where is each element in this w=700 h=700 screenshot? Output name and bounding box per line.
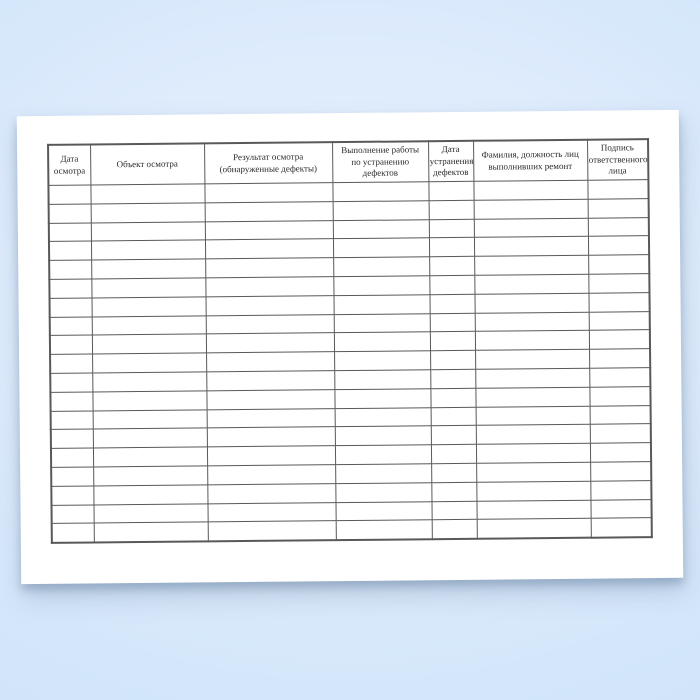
empty-cell xyxy=(52,505,94,524)
empty-cell xyxy=(205,258,333,278)
column-header-repair-work: Выполнение работы по устранению дефектов xyxy=(332,141,428,182)
empty-cell xyxy=(432,520,477,539)
empty-cell xyxy=(428,181,473,200)
empty-cell xyxy=(207,446,335,466)
empty-cell xyxy=(474,199,588,219)
empty-cell xyxy=(474,274,588,294)
empty-cell xyxy=(49,260,91,279)
empty-cell xyxy=(475,349,589,369)
empty-cell xyxy=(206,371,334,391)
empty-cell xyxy=(589,368,650,387)
empty-cell xyxy=(335,464,431,484)
empty-cell xyxy=(50,298,92,317)
empty-cell xyxy=(430,388,475,407)
empty-cell xyxy=(51,448,93,467)
empty-cell xyxy=(431,463,476,482)
empty-cell xyxy=(92,372,206,392)
empty-cell xyxy=(429,200,474,219)
empty-cell xyxy=(475,312,589,332)
empty-cell xyxy=(430,332,475,351)
empty-cell xyxy=(588,255,649,274)
empty-cell xyxy=(589,386,650,405)
empty-cell xyxy=(430,369,475,388)
empty-cell xyxy=(334,295,430,315)
empty-cell xyxy=(91,259,205,279)
empty-cell xyxy=(474,218,588,238)
empty-cell xyxy=(334,389,430,409)
empty-cell xyxy=(590,424,651,443)
empty-cell xyxy=(94,503,208,523)
empty-cell xyxy=(334,370,430,390)
empty-cell xyxy=(477,519,591,539)
empty-cell xyxy=(476,462,590,482)
empty-cell xyxy=(92,316,206,336)
empty-cell xyxy=(50,354,92,373)
empty-cell xyxy=(431,426,476,445)
empty-cell xyxy=(92,297,206,317)
empty-cell xyxy=(206,389,334,409)
empty-cell xyxy=(588,217,649,236)
empty-cell xyxy=(49,279,91,298)
empty-cell xyxy=(93,410,207,430)
empty-cell xyxy=(93,428,207,448)
empty-cell xyxy=(91,222,205,242)
empty-cell xyxy=(206,314,334,334)
empty-cell xyxy=(431,501,476,520)
column-header-repairer-name: Фамилия, должность лиц выполнивших ремонт xyxy=(473,140,587,182)
empty-cell xyxy=(207,502,335,522)
empty-cell xyxy=(49,241,91,260)
empty-cell xyxy=(588,198,649,217)
empty-cell xyxy=(92,334,206,354)
empty-cell xyxy=(431,445,476,464)
empty-cell xyxy=(93,466,207,486)
empty-cell xyxy=(51,486,93,505)
empty-cell xyxy=(335,407,431,427)
empty-cell xyxy=(429,257,474,276)
empty-cell xyxy=(429,275,474,294)
empty-cell xyxy=(334,332,430,352)
empty-cell xyxy=(588,292,649,311)
empty-cell xyxy=(474,237,588,257)
column-header-responsible-signature: Подпись ответственного лица xyxy=(587,139,648,180)
empty-cell xyxy=(91,203,205,223)
empty-cell xyxy=(207,427,335,447)
empty-cell xyxy=(51,411,93,430)
empty-cell xyxy=(206,295,334,315)
empty-cell xyxy=(476,500,590,520)
empty-cell xyxy=(333,238,429,258)
empty-cell xyxy=(205,202,333,222)
empty-cell xyxy=(591,518,652,537)
empty-cell xyxy=(335,483,431,503)
empty-cell xyxy=(332,182,428,202)
empty-cell xyxy=(335,426,431,446)
empty-cell xyxy=(588,274,649,293)
empty-cell xyxy=(430,351,475,370)
empty-cell xyxy=(588,236,649,255)
document-page xyxy=(17,110,683,584)
column-header-elimination-date: Дата устранения дефектов xyxy=(428,141,473,182)
empty-cell xyxy=(587,180,648,199)
empty-cell xyxy=(94,522,208,542)
empty-cell xyxy=(476,481,590,501)
empty-cell xyxy=(429,238,474,257)
empty-cell xyxy=(90,184,204,204)
empty-cell xyxy=(476,443,590,463)
empty-cell xyxy=(431,407,476,426)
empty-cell xyxy=(334,313,430,333)
empty-cell xyxy=(49,204,91,223)
empty-cell xyxy=(590,499,651,518)
empty-cell xyxy=(92,353,206,373)
empty-cell xyxy=(476,425,590,445)
empty-cell xyxy=(48,185,90,204)
empty-cell xyxy=(589,349,650,368)
empty-cell xyxy=(333,276,429,296)
empty-cell xyxy=(431,482,476,501)
empty-cell xyxy=(475,368,589,388)
empty-cell xyxy=(50,317,92,336)
empty-cell xyxy=(92,391,206,411)
empty-cell xyxy=(206,352,334,372)
empty-cell xyxy=(91,278,205,298)
header-row xyxy=(48,139,648,185)
empty-cell xyxy=(51,467,93,486)
empty-cell xyxy=(334,351,430,371)
empty-cell xyxy=(335,445,431,465)
empty-cell xyxy=(205,220,333,240)
empty-cell xyxy=(590,405,651,424)
empty-cell xyxy=(475,331,589,351)
empty-cell xyxy=(336,520,432,540)
empty-cell xyxy=(429,219,474,238)
empty-cell xyxy=(204,183,332,203)
column-header-inspection-object: Объект осмотра xyxy=(90,143,204,185)
empty-cell xyxy=(590,480,651,499)
empty-cell xyxy=(93,447,207,467)
empty-cell xyxy=(333,201,429,221)
column-header-inspection-date: Дата осмотра xyxy=(48,144,90,185)
empty-cell xyxy=(91,240,205,260)
empty-cell xyxy=(50,392,92,411)
empty-cell xyxy=(51,429,93,448)
empty-cell xyxy=(589,330,650,349)
empty-cell xyxy=(475,387,589,407)
inspection-journal-table xyxy=(47,138,653,543)
empty-cell xyxy=(93,485,207,505)
empty-cell xyxy=(206,333,334,353)
empty-cell xyxy=(590,443,651,462)
column-header-inspection-result: Результат осмотра (обнаруженные дефекты) xyxy=(204,142,332,184)
table-body xyxy=(48,180,651,543)
empty-cell xyxy=(333,219,429,239)
empty-cell xyxy=(207,465,335,485)
empty-cell xyxy=(205,239,333,259)
empty-cell xyxy=(208,521,336,541)
empty-cell xyxy=(50,335,92,354)
empty-cell xyxy=(473,180,587,200)
empty-cell xyxy=(207,408,335,428)
empty-cell xyxy=(205,277,333,297)
empty-cell xyxy=(207,483,335,503)
empty-cell xyxy=(430,294,475,313)
empty-cell xyxy=(474,293,588,313)
empty-cell xyxy=(430,313,475,332)
empty-cell xyxy=(476,406,590,426)
empty-cell xyxy=(52,523,94,542)
empty-cell xyxy=(49,223,91,242)
empty-cell xyxy=(333,257,429,277)
empty-cell xyxy=(590,462,651,481)
empty-cell xyxy=(50,373,92,392)
empty-cell xyxy=(589,311,650,330)
empty-cell xyxy=(474,255,588,275)
empty-cell xyxy=(335,501,431,521)
